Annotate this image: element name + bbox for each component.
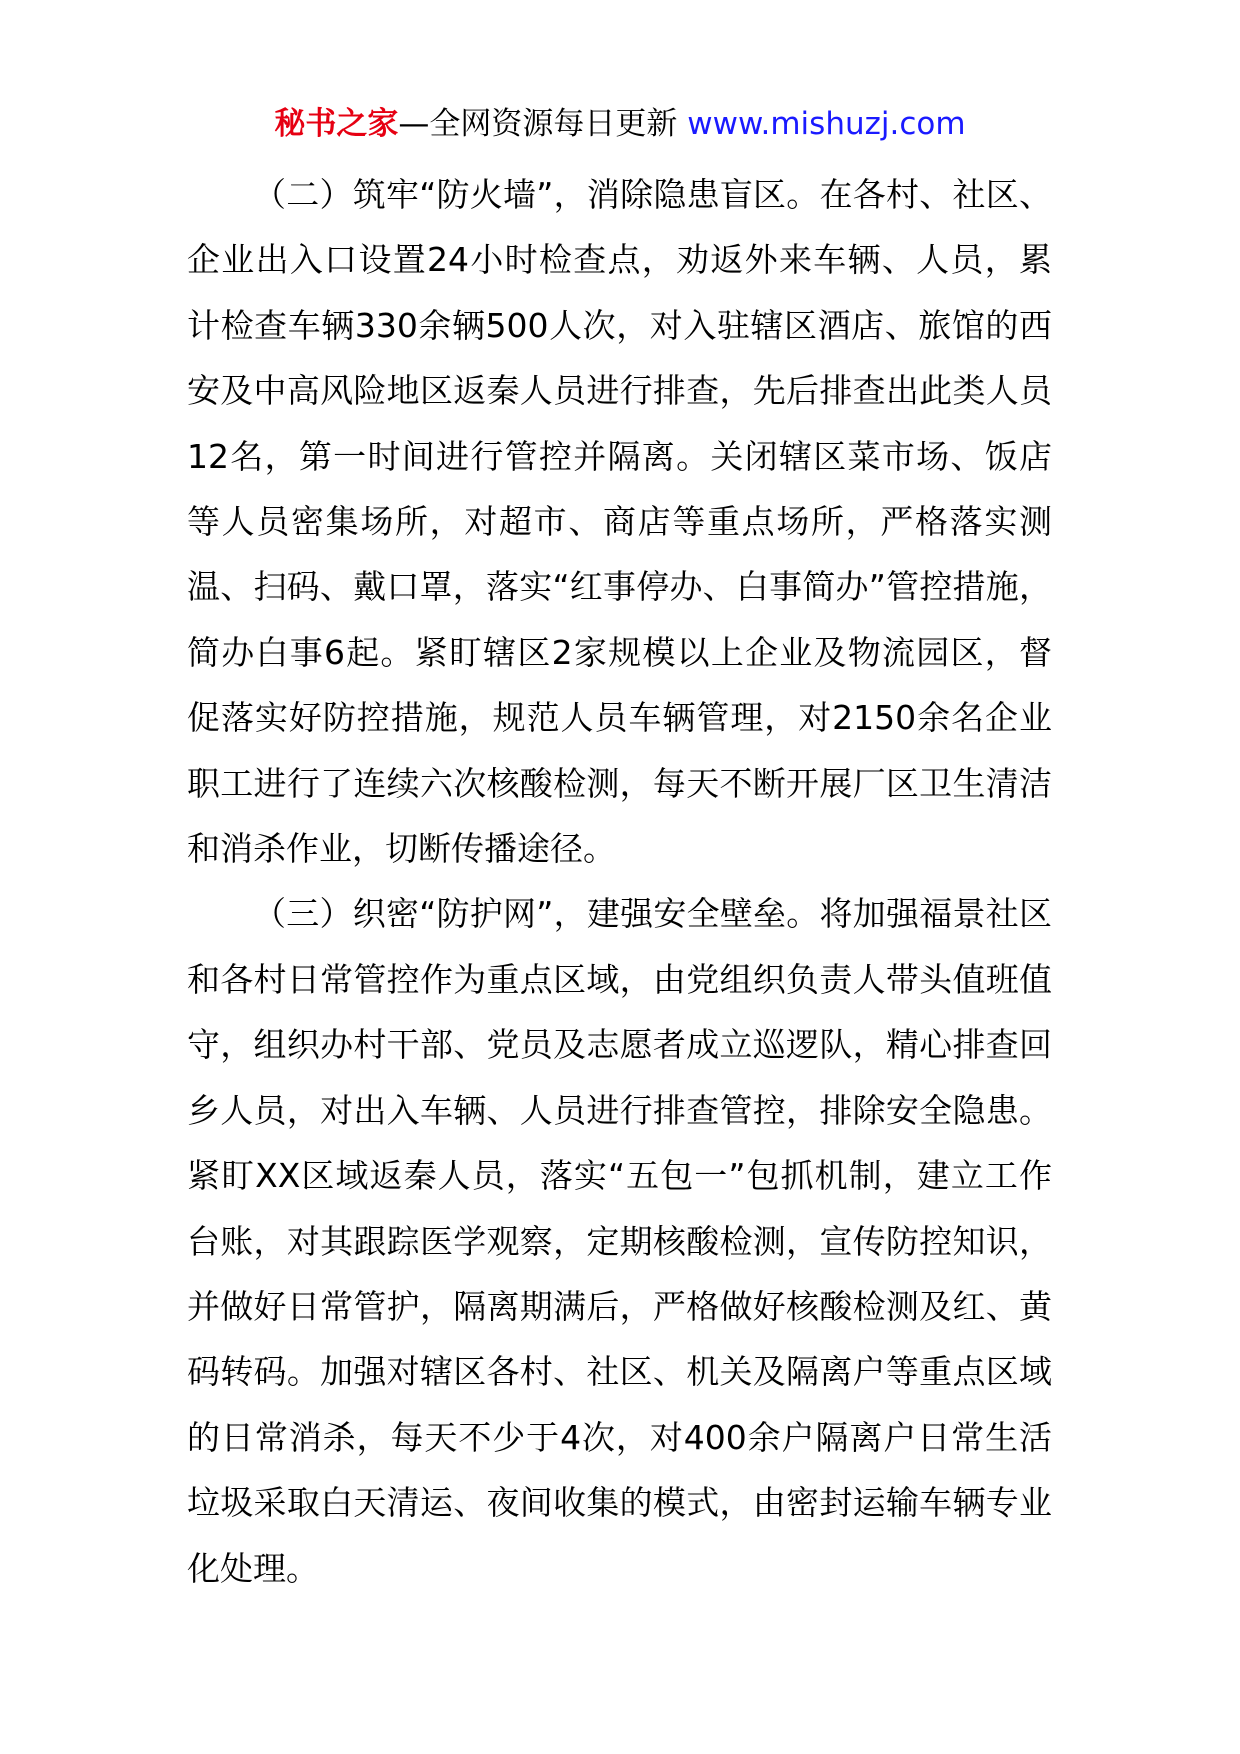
paragraph-section-two: （二）筑牢“防火墙”，消除隐患盲区。在各村、社区、企业出入口设置24小时检查点，劝返外来车辆、人员，累计检查车辆330余辆500人次，对入驻辖区酒店、旅馆的西安及中高风险地区返秦人员进行排查，先后排查出此类人员12名，第一时间进行管控并隔离。关闭辖区菜市场、饭店等人员密集场所，对超市、商店等重点场所，严格落实测温、扫码、戴口罩，落实“红事停办、白事简办”管控措施，简办白事6起。紧盯辖区2家规模以上企业及物流园区，督促落实好防控措施，规范人员车辆管理，对2150余名企业职工进行了连续六次核酸检测，每天不断开展厂区卫生清洁和消杀作业，切断传播途径。 [187,175,1052,869]
site-url-link[interactable]: www.mishuzj.com [687,106,966,142]
document-body [187,162,1052,1601]
brand-name: 秘书之家 [274,106,399,142]
paragraph-section-three: （三）织密“防护网”，建强安全壁垒。将加强福景社区和各村日常管控作为重点区域，由党组织负责人带头值班值守，组织办村干部、党员及志愿者成立巡逻队，精心排查回乡人员，对出入车辆、人员进行排查管控，排除安全隐患。紧盯XX区域返秦人员，落实“五包一”包抓机制，建立工作台账，对其跟踪医学观察，定期核酸检测，宣传防控知识，并做好日常管护，隔离期满后，严格做好核酸检测及红、黄码转码。加强对辖区各村、社区、机关及隔离户等重点区域的日常消杀，每天不少于4次，对400余户隔离户日常生活垃圾采取白天清运、夜间收集的模式，由密封运输车辆专业化处理。 [187,894,1052,1588]
site-header [0,98,1240,150]
header-tagline: —全网资源每日更新 [398,106,678,142]
